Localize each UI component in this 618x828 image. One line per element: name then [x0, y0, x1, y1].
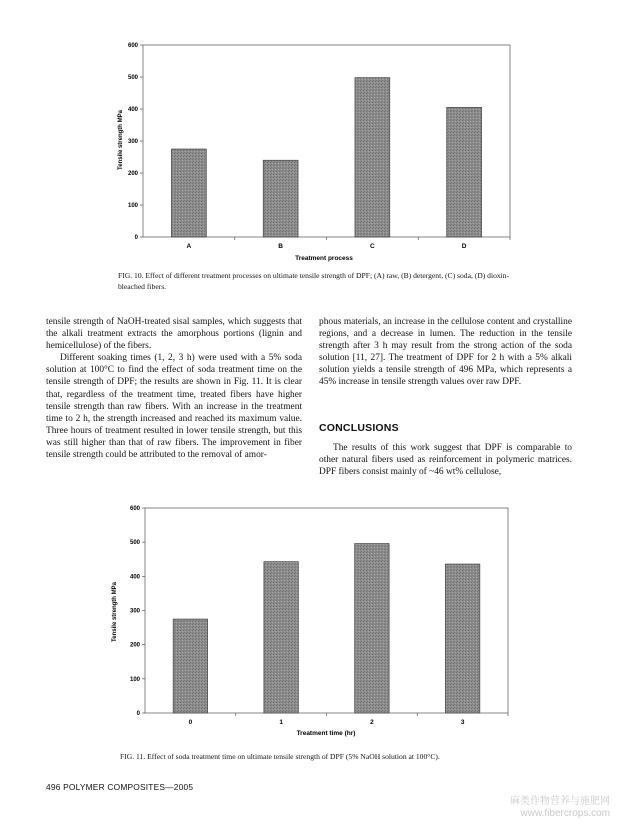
x-tick-label: C — [370, 243, 375, 250]
y-tick-label: 600 — [129, 506, 140, 512]
y-tick-label: 100 — [129, 676, 140, 683]
x-tick-label: 2 — [370, 719, 374, 726]
y-tick-label: 200 — [129, 642, 140, 649]
figure-11-chart — [0, 495, 618, 745]
bar-0 — [173, 619, 207, 713]
y-tick-label: 0 — [134, 235, 138, 241]
bar-B — [263, 160, 298, 237]
conclusions-heading: CONCLUSIONS — [319, 422, 399, 434]
y-axis-label: Tensile strength MPa — [112, 582, 118, 642]
y-tick-label: 300 — [129, 608, 140, 615]
paragraph: The results of this work suggest that DPF is comparable to other natural fibers used as reinforcement in polymeric matrices. DPF fibers consist mainly of ~46 wt% cellulose, — [319, 443, 572, 478]
y-tick-label: 300 — [127, 139, 138, 145]
bar-D — [447, 107, 482, 237]
bar-1 — [264, 562, 298, 713]
paragraph: Different soaking times (1, 2, 3 h) were used with a 5% soda solution at 100°C to find the effect of soda treatment time on the tensile strength of DPF; the results are shown in Fig. 11. It is clear that, regardless of the treatment time, treated fibers have higher tensile strength than raw fibers. With an increase in the treatment time to 2 h, the strength increased and reached its maximum value. Three hours of treatment resulted in lower tensile strength, but this was still higher than that of raw fibers. The improvement in fiber tensile strength could be attributed to the removal of amor- — [46, 353, 302, 461]
y-tick-label: 0 — [136, 711, 140, 717]
x-tick-label: B — [278, 243, 283, 250]
y-tick-label: 500 — [127, 75, 138, 81]
page-footer: 496 POLYMER COMPOSITES—2005 — [46, 782, 194, 792]
right-column — [319, 316, 572, 389]
bar-A — [171, 149, 206, 237]
watermark-line: www.fibercrops.com — [520, 808, 610, 819]
conclusions-paragraph — [319, 442, 572, 478]
x-axis-label: Treatment time (hr) — [296, 730, 356, 737]
bar-C — [355, 78, 390, 237]
y-tick-label: 500 — [129, 540, 140, 547]
left-column — [46, 316, 302, 461]
y-tick-label: 400 — [127, 107, 138, 113]
x-axis-label: Treatment process — [295, 255, 353, 262]
paragraph: phous materials, an increase in the cellulose content and crystalline regions, and a decrease in lumen. The reduction in the tensile strength after 3 h may result from the strong action of the soda solution [11, 27]. The treatment of DPF for 2 h with a 5% alkali solution yields a tensile strength of 496 MPa, which represents a 45% increase in tensile strength values over raw DPF. — [319, 317, 572, 388]
y-axis-label: Tensile strength MPa — [118, 110, 124, 170]
bar-3 — [445, 564, 479, 713]
y-tick-label: 600 — [127, 43, 138, 49]
x-tick-label: 3 — [460, 719, 465, 726]
y-tick-label: 200 — [127, 171, 138, 177]
x-tick-label: A — [186, 243, 192, 250]
figure-11-caption: FIG. 11. Effect of soda treatment time on ultimate tensile strength of DPF (5% NaOH solution at 100°C). — [120, 752, 440, 761]
bar-2 — [355, 544, 389, 713]
figure-10-chart — [0, 0, 618, 270]
paragraph: tensile strength of NaOH-treated sisal samples, which suggests that the alkali treatment extracts the amorphous portions (lignin and hemicellulose) of the fibers. — [46, 317, 302, 352]
y-tick-label: 400 — [129, 574, 140, 581]
y-tick-label: 100 — [127, 203, 138, 209]
watermark — [440, 796, 610, 820]
x-tick-label: 1 — [279, 719, 283, 726]
figure-10-caption: FIG. 10. Effect of different treatment processes on ultimate tensile strength of DPF; (A) raw, (B) detergent, (C) soda, (D) dioxin-bleached fibers. — [118, 271, 510, 291]
watermark-line: 麻类作物营养与施肥网 — [510, 796, 610, 807]
x-tick-label: 0 — [188, 719, 193, 726]
x-tick-label: D — [461, 243, 467, 250]
